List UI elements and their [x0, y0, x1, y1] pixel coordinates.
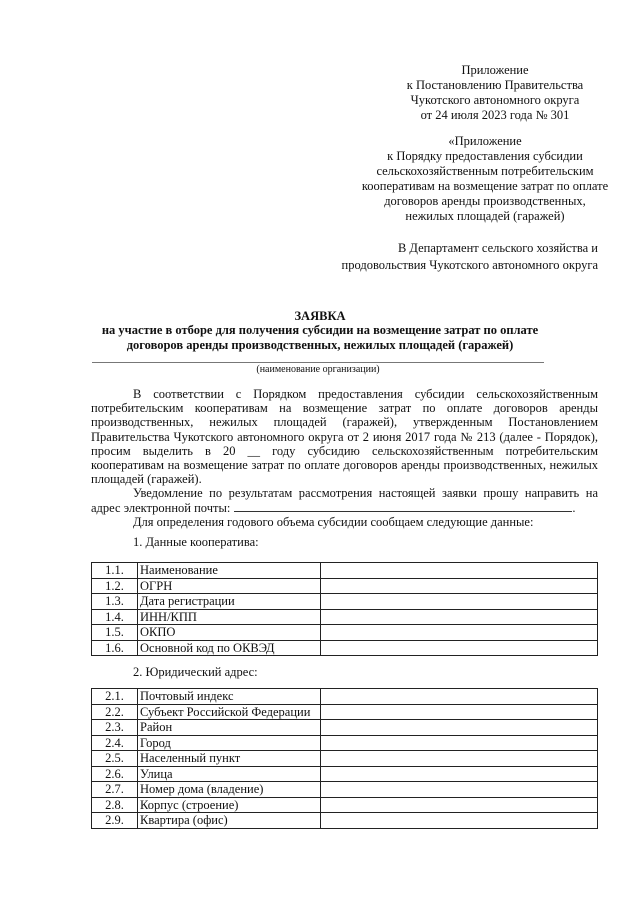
appendix-line: Чукотского автономного округа	[410, 93, 580, 107]
row-value-field[interactable]	[321, 625, 598, 641]
row-label: Населенный пункт	[138, 751, 321, 767]
row-label: ИНН/КПП	[138, 609, 321, 625]
row-number: 2.3.	[92, 720, 138, 736]
row-number: 1.6.	[92, 640, 138, 656]
table-row	[92, 594, 598, 610]
row-label: Корпус (строение)	[138, 797, 321, 813]
data-intro-paragraph: Для определения годового объема субсидии сообщаем следующие данные:	[133, 514, 534, 529]
appendix-line: «Приложение	[448, 134, 522, 148]
table-row	[92, 563, 598, 579]
table-row	[92, 813, 598, 829]
row-number: 2.4.	[92, 735, 138, 751]
row-value-field[interactable]	[321, 640, 598, 656]
organization-name-caption: (наименование организации)	[256, 364, 380, 375]
row-value-field[interactable]	[321, 578, 598, 594]
row-value-field[interactable]	[321, 594, 598, 610]
table-row	[92, 609, 598, 625]
row-value-field[interactable]	[321, 813, 598, 829]
notification-paragraph: Уведомление по результатам рассмотрения настоящей заявки прошу направить на адрес электронной почты: .	[91, 486, 598, 515]
table-row	[92, 797, 598, 813]
row-label: Дата регистрации	[138, 594, 321, 610]
row-number: 1.5.	[92, 625, 138, 641]
row-label: Город	[138, 735, 321, 751]
appendix-line: сельскохозяйственным потребительским	[376, 164, 594, 178]
recipient-department	[342, 240, 598, 273]
row-value-field[interactable]	[321, 689, 598, 705]
body-paragraphs	[91, 387, 598, 529]
row-number: 2.1.	[92, 689, 138, 705]
row-value-field[interactable]	[321, 609, 598, 625]
table-row	[92, 782, 598, 798]
appendix-line: кооперативам на возмещение затрат по оплате	[361, 179, 609, 193]
document-subtitle-line1: на участие в отборе для получения субсидии на возмещение затрат по оплате	[101, 323, 539, 337]
document-subtitle-line2: договоров аренды производственных, нежилых площадей (гаражей)	[126, 338, 514, 352]
cooperative-data-table	[91, 562, 598, 656]
row-label: Почтовый индекс	[138, 689, 321, 705]
appendix-line: нежилых площадей (гаражей)	[405, 209, 565, 223]
email-input-line[interactable]	[234, 501, 572, 512]
row-label: Номер дома (владение)	[138, 782, 321, 798]
row-value-field[interactable]	[321, 797, 598, 813]
section1-heading: 1. Данные кооператива:	[133, 535, 259, 549]
table-row	[92, 704, 598, 720]
document-title: ЗАЯВКА	[294, 309, 346, 323]
row-value-field[interactable]	[321, 751, 598, 767]
table-row	[92, 689, 598, 705]
row-value-field[interactable]	[321, 704, 598, 720]
appendix-line: к Постановлению Правительства	[406, 78, 584, 92]
table-row	[92, 735, 598, 751]
row-number: 2.6.	[92, 766, 138, 782]
legal-address-table	[91, 688, 598, 829]
row-label: Район	[138, 720, 321, 736]
appendix-line: Приложение	[461, 63, 529, 77]
appendix-line: к Порядку предоставления субсидии	[387, 149, 583, 163]
row-label: Квартира (офис)	[138, 813, 321, 829]
table-row	[92, 766, 598, 782]
row-number: 1.4.	[92, 609, 138, 625]
row-value-field[interactable]	[321, 766, 598, 782]
row-label: ОГРН	[138, 578, 321, 594]
row-number: 2.9.	[92, 813, 138, 829]
row-label: Улица	[138, 766, 321, 782]
row-number: 2.7.	[92, 782, 138, 798]
department-line: продовольствия Чукотского автономного округа	[341, 257, 598, 272]
table-row	[92, 578, 598, 594]
row-value-field[interactable]	[321, 720, 598, 736]
row-label: Основной код по ОКВЭД	[138, 640, 321, 656]
notification-text: Уведомление по результатам рассмотрения настоящей заявки прошу направить на адрес электронной почты:	[91, 486, 598, 515]
row-value-field[interactable]	[321, 782, 598, 798]
row-number: 2.2.	[92, 704, 138, 720]
appendix-line: от 24 июля 2023 года № 301	[420, 108, 570, 122]
row-number: 1.1.	[92, 563, 138, 579]
row-number: 1.3.	[92, 594, 138, 610]
row-number: 2.8.	[92, 797, 138, 813]
department-line: В Департамент сельского хозяйства и	[397, 241, 598, 255]
row-value-field[interactable]	[321, 563, 598, 579]
appendix-to-order	[340, 134, 630, 224]
organization-name-line[interactable]	[92, 362, 544, 363]
table-row	[92, 720, 598, 736]
row-number: 1.2.	[92, 578, 138, 594]
request-paragraph: В соответствии с Порядком предоставления субсидии сельскохозяйственным потребительским кооперативам на возмещение затрат по оплате договоров аренды производственных, нежилых площадей (гаражей), утвержденным Постановлением Правительства Чукотского автономного округа от 2 июня 2017 года № 213 (далее - Порядок), просим выделить в 20 __ году субсидию сельскохозяйственным потребительским кооперативам на возмещение затрат по оплате договоров аренды производственных, нежилых площадей (гаражей).	[91, 387, 598, 487]
table-row	[92, 640, 598, 656]
row-label: Субъект Российской Федерации	[138, 704, 321, 720]
row-value-field[interactable]	[321, 735, 598, 751]
section2-heading: 2. Юридический адрес:	[133, 665, 258, 679]
row-label: Наименование	[138, 563, 321, 579]
row-label: ОКПО	[138, 625, 321, 641]
row-number: 2.5.	[92, 751, 138, 767]
table-row	[92, 751, 598, 767]
table-row	[92, 625, 598, 641]
appendix-line: договоров аренды производственных,	[384, 194, 586, 208]
appendix-header	[350, 63, 640, 123]
